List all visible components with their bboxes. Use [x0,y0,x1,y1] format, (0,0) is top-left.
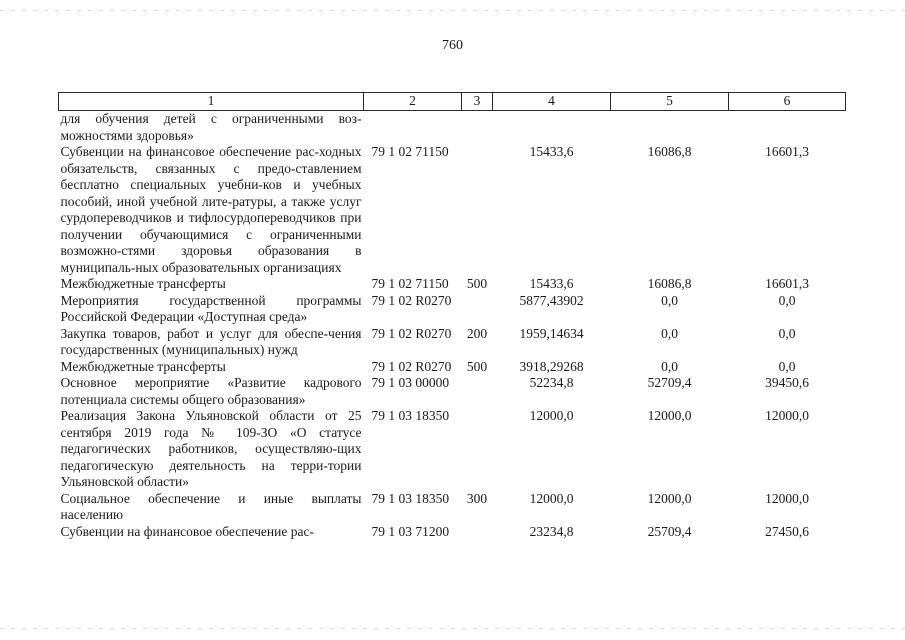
row-value-3: 16601,3 [765,144,809,159]
row-kind [462,524,493,541]
row-code: 79 1 02 R0270 [371,325,452,341]
row-name: Субвенции на финансовое обеспечение рас-ходных обязательств, связанных с предо-ставлением бесплатно специальных учебни-ков и учебных пособий, иной учебной лите-ратуры, а также услуг сурдопереводчиков и тифлосурдопереводчиков при получении обучающимися с ограниченными возможно-стями здоровья образования в муниципаль-ных образовательных организациях [60,144,362,275]
row-value-1: 12000,0 [529,408,574,423]
row-value-2: 12000,0 [647,408,692,423]
row-kind [462,111,493,145]
row-kind [462,293,493,326]
row-kind: 300 [466,490,488,506]
row-code: 79 1 03 18350 [371,490,450,506]
row-code: 79 1 03 00000 [371,375,450,390]
row-kind: 500 [466,276,488,291]
row-value-2: 16086,8 [647,276,692,291]
row-value-3: 12000,0 [765,408,809,423]
row-code: 79 1 03 71200 [371,523,450,539]
row-code: 79 1 02 R0270 [371,358,452,374]
row-value-2: 16086,8 [647,144,692,159]
row-code: 79 1 02 71150 [371,276,449,291]
row-value-3: 12000,0 [765,490,809,506]
row-value-1: 12000,0 [529,490,574,506]
row-value-2: 52709,4 [647,375,692,390]
table-row [59,144,846,276]
table-row [59,524,846,541]
page-number: 760 [442,38,463,53]
row-value-3: 39450,6 [765,375,809,390]
row-kind [462,375,493,408]
row-value-1: 23234,8 [529,523,574,539]
table-row [59,326,846,359]
row-code: 79 1 02 R0270 [371,292,452,308]
column-header-5: 5 [611,93,729,111]
header-row [59,93,846,111]
row-kind: 500 [466,358,488,374]
row-name: Мероприятия государственной программы Российской Федерации «Доступная среда» [60,292,362,324]
table-row [59,408,846,491]
row-name: для обучения детей с ограниченными воз-можностями здоровья» [60,111,362,143]
row-value-1 [493,111,611,145]
column-header-1: 1 [59,93,364,111]
row-name: Межбюджетные трансферты [60,358,226,374]
row-value-2: 12000,0 [647,490,692,506]
row-value-1: 1959,14634 [519,325,584,341]
row-value-3: 16601,3 [765,276,809,291]
row-name: Основное мероприятие «Развитие кадрового потенциала системы общего образования» [60,375,362,407]
row-value-2: 0,0 [661,292,678,308]
row-value-1: 15433,6 [529,276,574,291]
row-value-2 [611,111,729,145]
row-kind: 200 [466,325,488,341]
column-header-2: 2 [364,93,462,111]
row-value-1: 5877,43902 [519,292,584,308]
row-value-3: 27450,6 [765,523,809,539]
table-row [59,491,846,524]
column-header-4: 4 [493,93,611,111]
row-code [364,111,462,145]
row-value-1: 3918,29268 [519,358,584,374]
row-value-3: 0,0 [778,325,796,341]
row-value-1: 52234,8 [529,375,574,390]
row-code: 79 1 03 18350 [371,408,450,423]
row-value-2: 25709,4 [647,523,692,539]
row-value-1: 15433,6 [529,144,574,159]
column-header-3: 3 [462,93,493,111]
row-name: Субвенции на финансовое обеспечение рас- [60,523,314,539]
row-kind [462,144,493,276]
row-name: Межбюджетные трансферты [60,276,226,291]
table-row [59,359,846,376]
column-header-6: 6 [729,93,846,111]
row-value-3: 0,0 [778,292,796,308]
row-name: Закупка товаров, работ и услуг для обеспе-чения государственных (муниципальных) нужд [60,325,362,357]
row-value-3 [729,111,846,145]
row-kind [462,408,493,491]
table-row [59,111,846,145]
row-name: Реализация Закона Ульяновской области от 25 сентября 2019 года № 109-ЗО «О статусе педагогических работников, осуществляю-щих педагогическую деятельность на терри-тории Ульяновской области» [60,408,362,489]
table-row [59,293,846,326]
scan-artifact-bottom [0,628,905,629]
row-code: 79 1 02 71150 [371,144,449,159]
row-value-2: 0,0 [661,325,678,341]
row-name: Социальное обеспечение и иные выплаты населению [60,490,362,522]
scan-artifact-top [0,10,905,11]
table-row [59,276,846,293]
row-value-3: 0,0 [778,358,796,374]
row-value-2: 0,0 [661,358,678,374]
table-row [59,375,846,408]
budget-table [58,92,846,540]
